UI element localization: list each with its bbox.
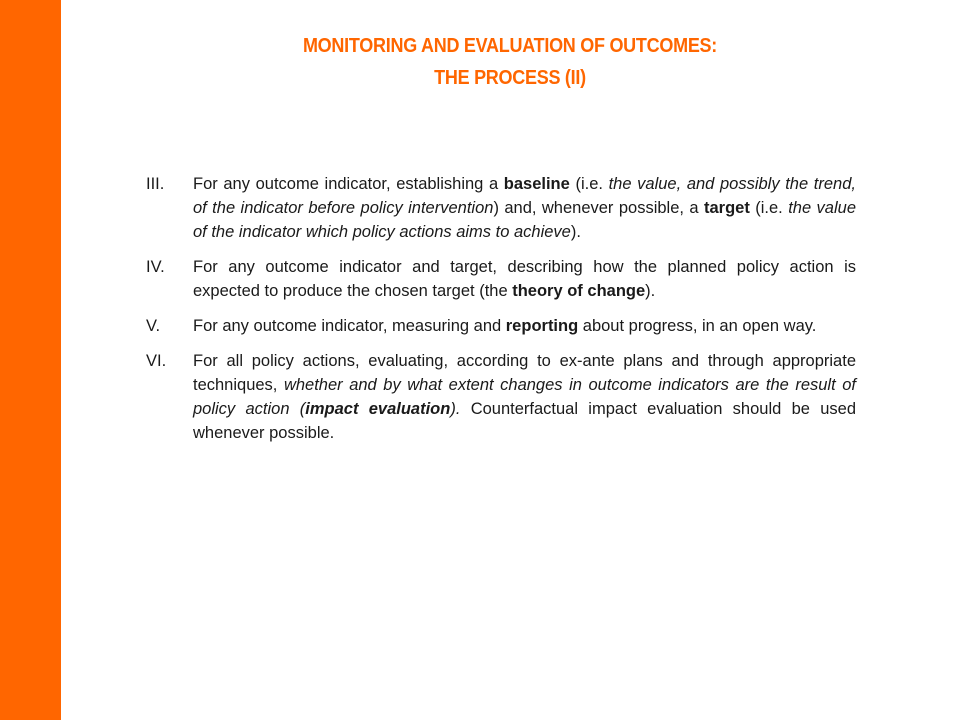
text-run: For all policy actions, evaluating, according to ex-ante plans and through appropriate techniques,: [193, 352, 856, 394]
item-text: [193, 314, 856, 338]
item-number: III.: [146, 175, 165, 193]
definition-target: the value of the indicator which policy actions aims to achieve: [193, 199, 857, 241]
text-run: about progress, in an open way.: [578, 317, 817, 335]
orange-side-bar: [0, 0, 61, 720]
emphasis-text: whether and by what extent changes in outcome indicators are the result of policy action (: [193, 376, 856, 418]
definition-baseline: the value, and possibly the trend, of the indicator before policy intervention: [193, 175, 856, 217]
text-run: For any outcome indicator, establishing a: [193, 175, 504, 193]
emphasis-text: ).: [450, 400, 461, 418]
term-impact-evaluation: impact evaluation: [305, 400, 451, 418]
list-item-iv: [146, 255, 856, 303]
text-run: ).: [645, 282, 656, 300]
text-run: (i.e.: [749, 199, 789, 217]
title-line-2: THE PROCESS (II): [434, 67, 586, 89]
term-reporting: reporting: [505, 317, 579, 335]
text-run: ).: [570, 223, 581, 241]
item-number: VI.: [146, 352, 167, 370]
numbered-list: [146, 172, 856, 456]
item-text: [193, 349, 856, 445]
text-run: ) and, whenever possible, a: [493, 199, 704, 217]
term-theory-of-change: theory of change: [512, 282, 646, 300]
list-item-vi: [146, 349, 856, 445]
term-baseline: baseline: [503, 175, 570, 193]
list-item-v: [146, 314, 856, 338]
text-run: For any outcome indicator, measuring and: [193, 317, 506, 335]
slide-title: [186, 30, 834, 94]
item-number: IV.: [146, 258, 165, 276]
text-run: For any outcome indicator and target, describing how the planned policy action is expected to produce the chosen target (the: [193, 258, 856, 300]
term-target: target: [704, 199, 750, 217]
item-text: [193, 255, 856, 303]
item-text: [193, 172, 856, 244]
text-run: (i.e.: [569, 175, 609, 193]
text-run: Counterfactual impact evaluation should be used whenever possible.: [193, 400, 856, 442]
item-number: V.: [146, 317, 161, 335]
title-line-1: MONITORING AND EVALUATION OF OUTCOMES:: [302, 35, 718, 57]
list-item-iii: [146, 172, 856, 244]
